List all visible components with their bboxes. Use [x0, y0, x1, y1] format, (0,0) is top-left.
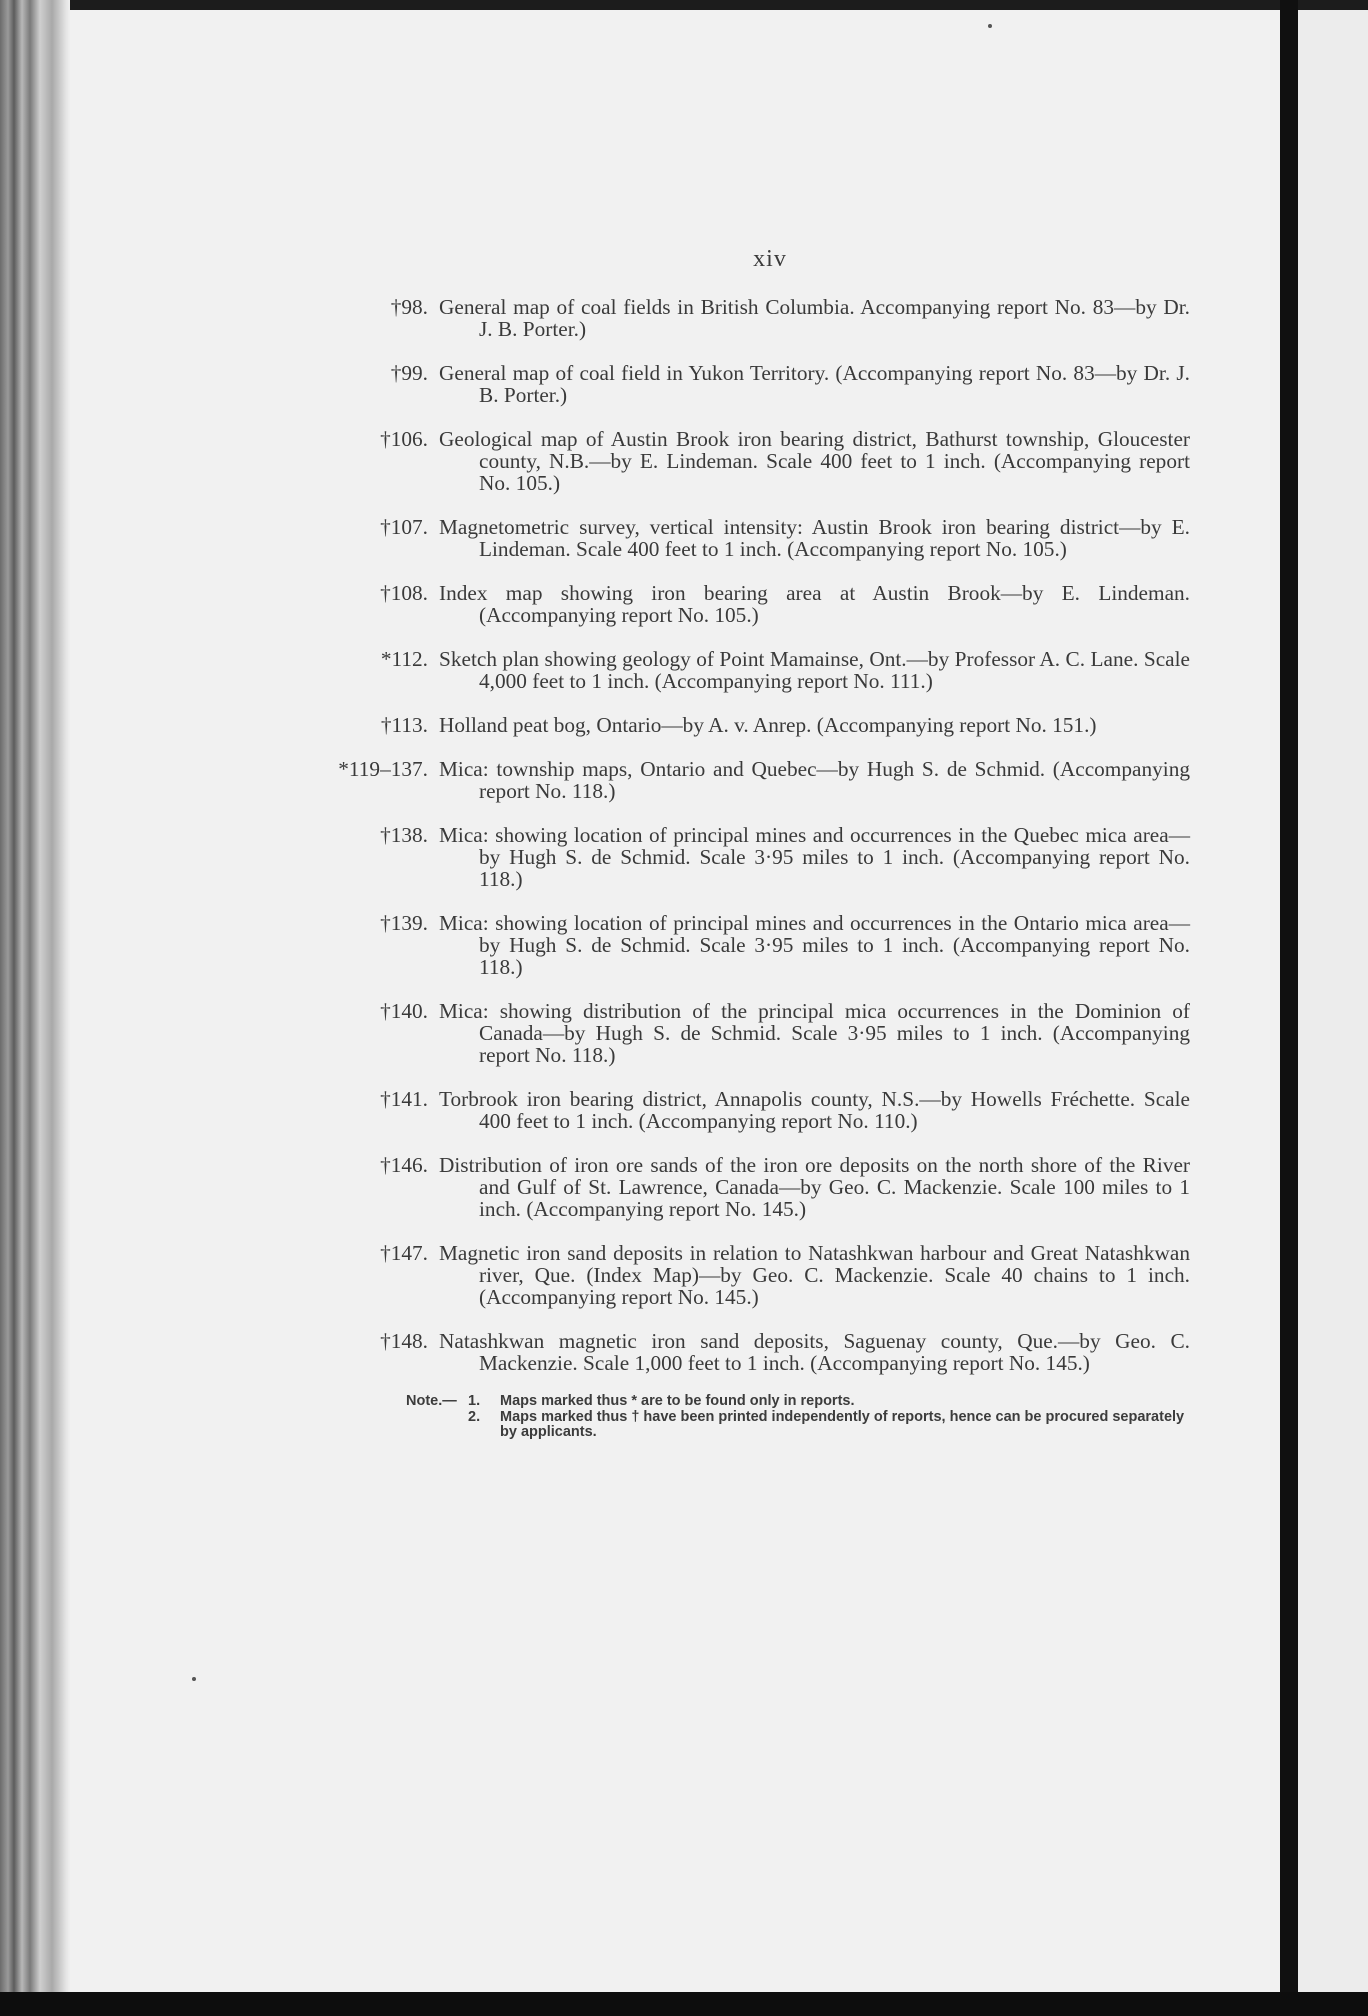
note-item [468, 1394, 1190, 1410]
map-number: †140. [380, 999, 428, 1023]
map-entry [340, 758, 1190, 802]
note-item-text: Maps marked thus † have been printed independently of reports, hence can be procured separately by applicants. [500, 1408, 1185, 1440]
page-folio: xiv [753, 246, 787, 272]
map-entry [340, 296, 1190, 340]
map-entry [340, 824, 1190, 890]
map-description: Mica: showing location of principal mines and occurrences in the Quebec mica area—by Hugh S. de Schmid. Scale 3·95 miles to 1 inch. (Accompanying report No. 118.) [439, 823, 1190, 891]
map-list [340, 296, 1190, 1441]
map-description: General map of coal field in Yukon Territory. (Accompanying report No. 83—by Dr. J. B. Porter.) [439, 361, 1190, 407]
scan-binding-edge [0, 0, 70, 2016]
map-number: *119–137. [338, 757, 428, 781]
map-number: †138. [380, 823, 428, 847]
map-number: †98. [390, 295, 428, 319]
note-item-number: 2. [468, 1408, 481, 1425]
map-number: †106. [380, 427, 428, 451]
map-number: †99. [390, 361, 428, 385]
map-entry [340, 428, 1190, 494]
scan-top-border [0, 0, 1368, 10]
map-entry [340, 1154, 1190, 1220]
map-description: Mica: showing location of principal mines and occurrences in the Ontario mica area—by Hugh S. de Schmid. Scale 3·95 miles to 1 inch. (Accompanying report No. 118.) [439, 911, 1190, 979]
map-description: Magnetometric survey, vertical intensity: Austin Brook iron bearing district—by E. Lindeman. Scale 400 feet to 1 inch. (Accompanying report No. 105.) [439, 515, 1190, 561]
map-description: Index map showing iron bearing area at Austin Brook—by E. Lindeman. (Accompanying report No. 105.) [439, 581, 1190, 627]
map-description: Mica: township maps, Ontario and Quebec—by Hugh S. de Schmid. (Accompanying report No. 118.) [439, 757, 1190, 803]
map-description: Geological map of Austin Brook iron bearing district, Bathurst township, Gloucester county, N.B.—by E. Lindeman. Scale 400 feet to 1 inch. (Accompanying report No. 105.) [439, 427, 1190, 495]
map-number: †141. [380, 1087, 428, 1111]
map-entry [340, 912, 1190, 978]
map-number: †139. [380, 911, 428, 935]
map-description: Sketch plan showing geology of Point Mamainse, Ont.—by Professor A. C. Lane. Scale 4,000 feet to 1 inch. (Accompanying report No. 111.) [439, 647, 1190, 693]
map-number: *112. [380, 647, 428, 671]
map-entry [340, 1000, 1190, 1066]
scan-gutter-bar [1280, 0, 1298, 2016]
map-entry [340, 648, 1190, 692]
note-item-text: Maps marked thus * are to be found only in reports. [500, 1393, 855, 1409]
map-entry [340, 516, 1190, 560]
footnote [406, 1394, 1190, 1441]
note-item [468, 1410, 1190, 1441]
map-entry [340, 1242, 1190, 1308]
map-number: †108. [380, 581, 428, 605]
map-description: Mica: showing distribution of the principal mica occurrences in the Dominion of Canada—by Hugh S. de Schmid. Scale 3·95 miles to 1 inch. (Accompanying report No. 118.) [439, 999, 1190, 1067]
map-entry [340, 1088, 1190, 1132]
facing-page-edge [1298, 10, 1368, 1992]
map-entry [340, 714, 1190, 736]
map-description: Natashkwan magnetic iron sand deposits, Saguenay county, Que.—by Geo. C. Mackenzie. Scale 1,000 feet to 1 inch. (Accompanying report No. 145.) [439, 1329, 1190, 1375]
map-description: Magnetic iron sand deposits in relation to Natashkwan harbour and Great Natashkwan river, Que. (Index Map)—by Geo. C. Mackenzie. Scale 40 chains to 1 inch. (Accompanying report No. 145.) [439, 1241, 1190, 1309]
speck [192, 1677, 196, 1681]
map-number: †147. [380, 1241, 428, 1265]
map-description: Holland peat bog, Ontario—by A. v. Anrep. (Accompanying report No. 151.) [439, 713, 1097, 737]
speck [988, 24, 992, 28]
note-label: Note.— [406, 1393, 457, 1409]
map-entry [340, 1330, 1190, 1374]
map-description: Torbrook iron bearing district, Annapolis county, N.S.—by Howells Fréchette. Scale 400 feet to 1 inch. (Accompanying report No. 110.) [439, 1087, 1190, 1133]
map-number: †107. [380, 515, 428, 539]
map-number: †148. [380, 1329, 428, 1353]
scan-bottom-border [0, 1992, 1368, 2016]
map-entry [340, 582, 1190, 626]
map-entry [340, 362, 1190, 406]
map-number: †113. [380, 713, 428, 737]
map-description: Distribution of iron ore sands of the iron ore deposits on the north shore of the River and Gulf of St. Lawrence, Canada—by Geo. C. Mackenzie. Scale 100 miles to 1 inch. (Accompanying report No. 145.) [439, 1153, 1190, 1221]
map-description: General map of coal fields in British Columbia. Accompanying report No. 83—by Dr. J. B. Porter.) [439, 295, 1190, 341]
note-item-number: 1. [468, 1393, 481, 1409]
map-number: †146. [380, 1153, 428, 1177]
